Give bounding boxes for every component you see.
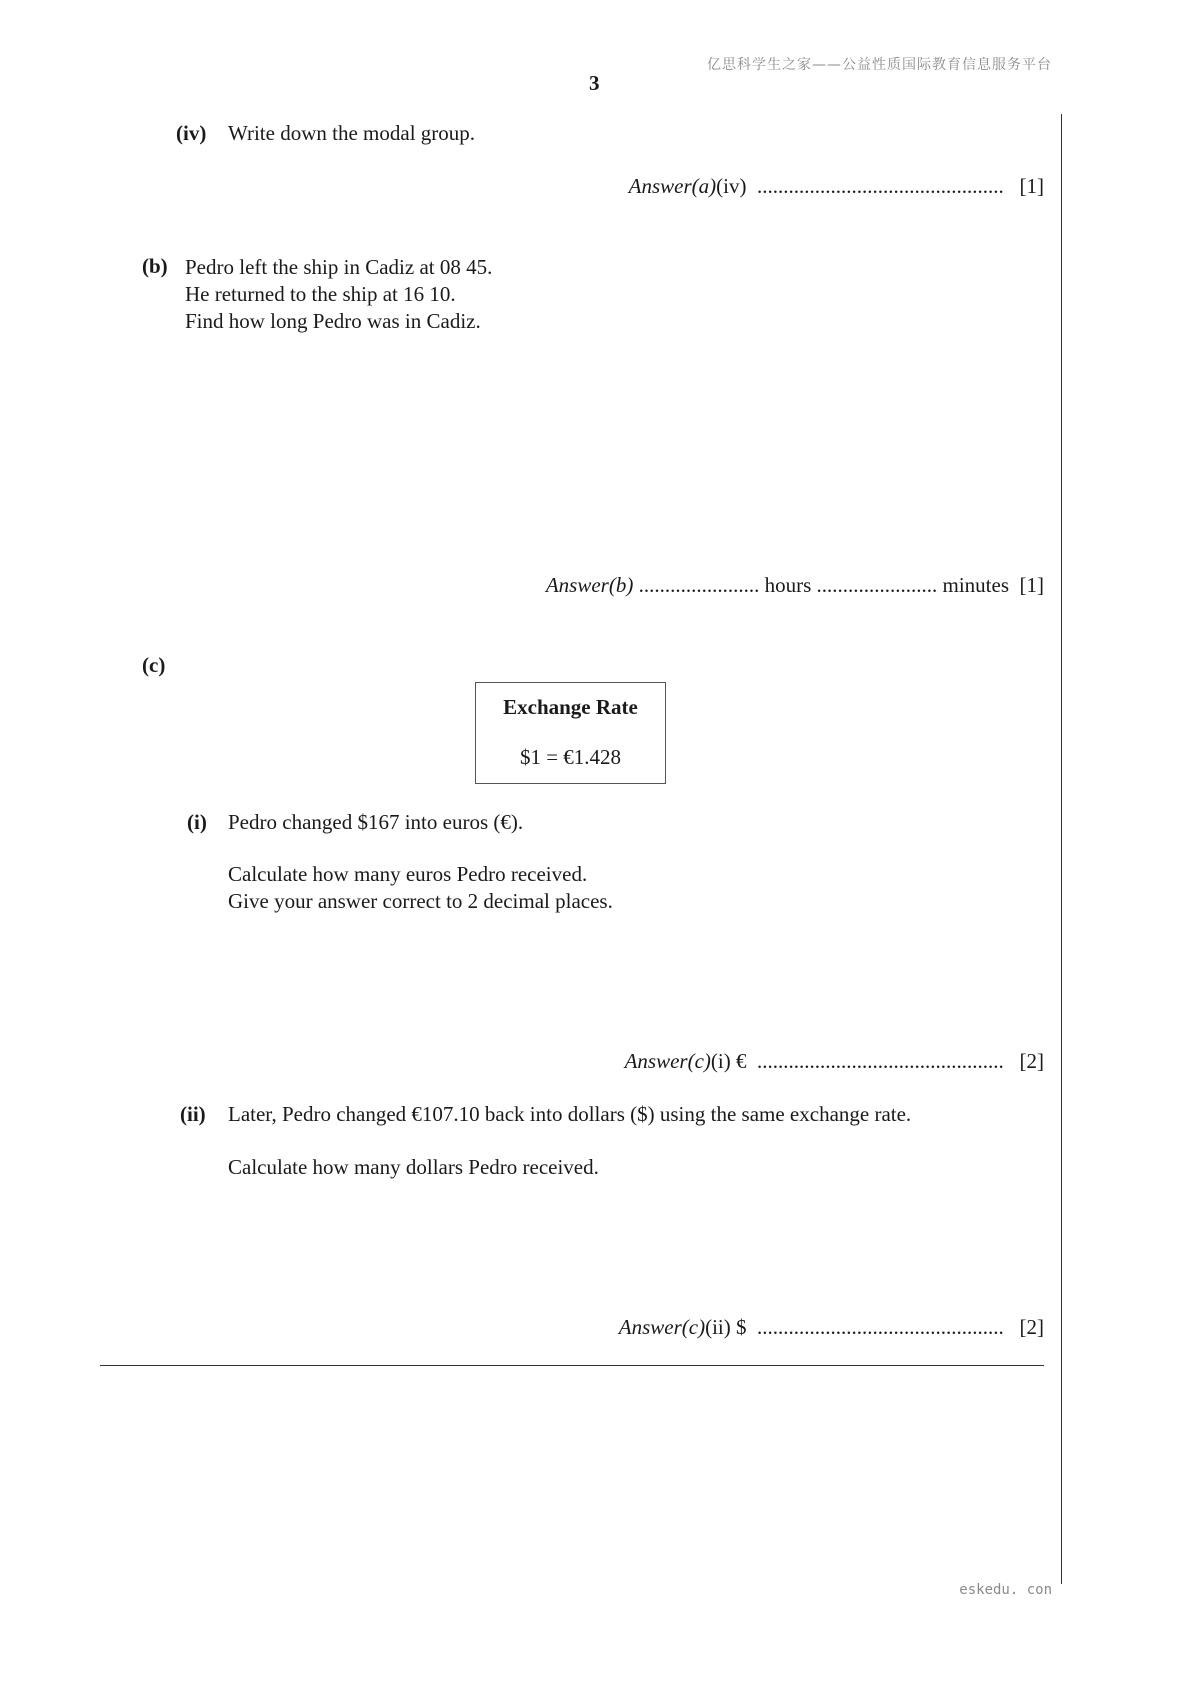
answer-prefix: Answer(c) [618, 1315, 706, 1339]
answer-blank[interactable]: ............................................... [757, 1315, 1004, 1339]
question-text-c-i-2 [228, 861, 613, 915]
question-line: Find how long Pedro was in Cadiz. [185, 309, 481, 333]
question-line: He returned to the ship at 16 10. [185, 282, 456, 306]
question-label-c: (c) [142, 653, 166, 677]
answer-line-b [546, 573, 1044, 598]
unit-minutes: minutes [942, 573, 1009, 597]
page-number: 3 [589, 71, 600, 95]
question-text-a-iv: Write down the modal group. [228, 121, 476, 145]
answer-blank-hours[interactable]: ....................... [638, 573, 760, 597]
unit-hours: hours [764, 573, 812, 597]
marks: [1] [1019, 573, 1044, 597]
exchange-rate-title: Exchange Rate [503, 695, 638, 719]
question-text-c-ii-2: Calculate how many dollars Pedro received. [228, 1155, 599, 1179]
question-line: Calculate how many euros Pedro received. [228, 862, 588, 886]
answer-line-c-ii [619, 1315, 1044, 1340]
answer-prefix: Answer(a) [628, 174, 717, 198]
answer-line-a-iv [629, 174, 1044, 199]
footer-site-text: eskedu. con [959, 1582, 1052, 1598]
question-line: Give your answer correct to 2 decimal places. [228, 889, 613, 913]
answer-prefix: Answer(b) [545, 573, 634, 597]
answer-blank[interactable]: ............................................... [757, 174, 1004, 198]
question-label-c-ii: (ii) [180, 1102, 206, 1126]
section-divider [100, 1365, 1044, 1366]
marks: [2] [1019, 1315, 1044, 1339]
answer-blank-minutes[interactable]: ....................... [816, 573, 938, 597]
question-label-a-iv: (iv) [176, 121, 207, 145]
question-label-c-i: (i) [187, 810, 207, 834]
question-line: Pedro left the ship in Cadiz at 08 45. [185, 255, 493, 279]
answer-line-c-i [625, 1049, 1044, 1074]
header-site-text: 亿思科学生之家——公益性质国际教育信息服务平台 [707, 57, 1052, 73]
question-text-c-i-1: Pedro changed $167 into euros (€). [228, 810, 524, 834]
exchange-rate-value: $1 = €1.428 [519, 745, 622, 769]
answer-blank[interactable]: ............................................... [757, 1049, 1004, 1073]
answer-prefix: Answer(c) [624, 1049, 711, 1073]
answer-prefix-part: (i) € [710, 1049, 747, 1073]
question-text-b [185, 254, 492, 335]
marks: [1] [1019, 174, 1044, 198]
answer-prefix-part: (ii) $ [705, 1315, 747, 1339]
marks: [2] [1019, 1049, 1044, 1073]
answer-prefix-part: (iv) [716, 174, 747, 198]
question-text-c-ii-1: Later, Pedro changed €107.10 back into dollars ($) using the same exchange rate. [228, 1102, 912, 1126]
exchange-rate-box [475, 682, 666, 784]
margin-rule [1061, 114, 1062, 1584]
question-label-b: (b) [142, 254, 168, 278]
